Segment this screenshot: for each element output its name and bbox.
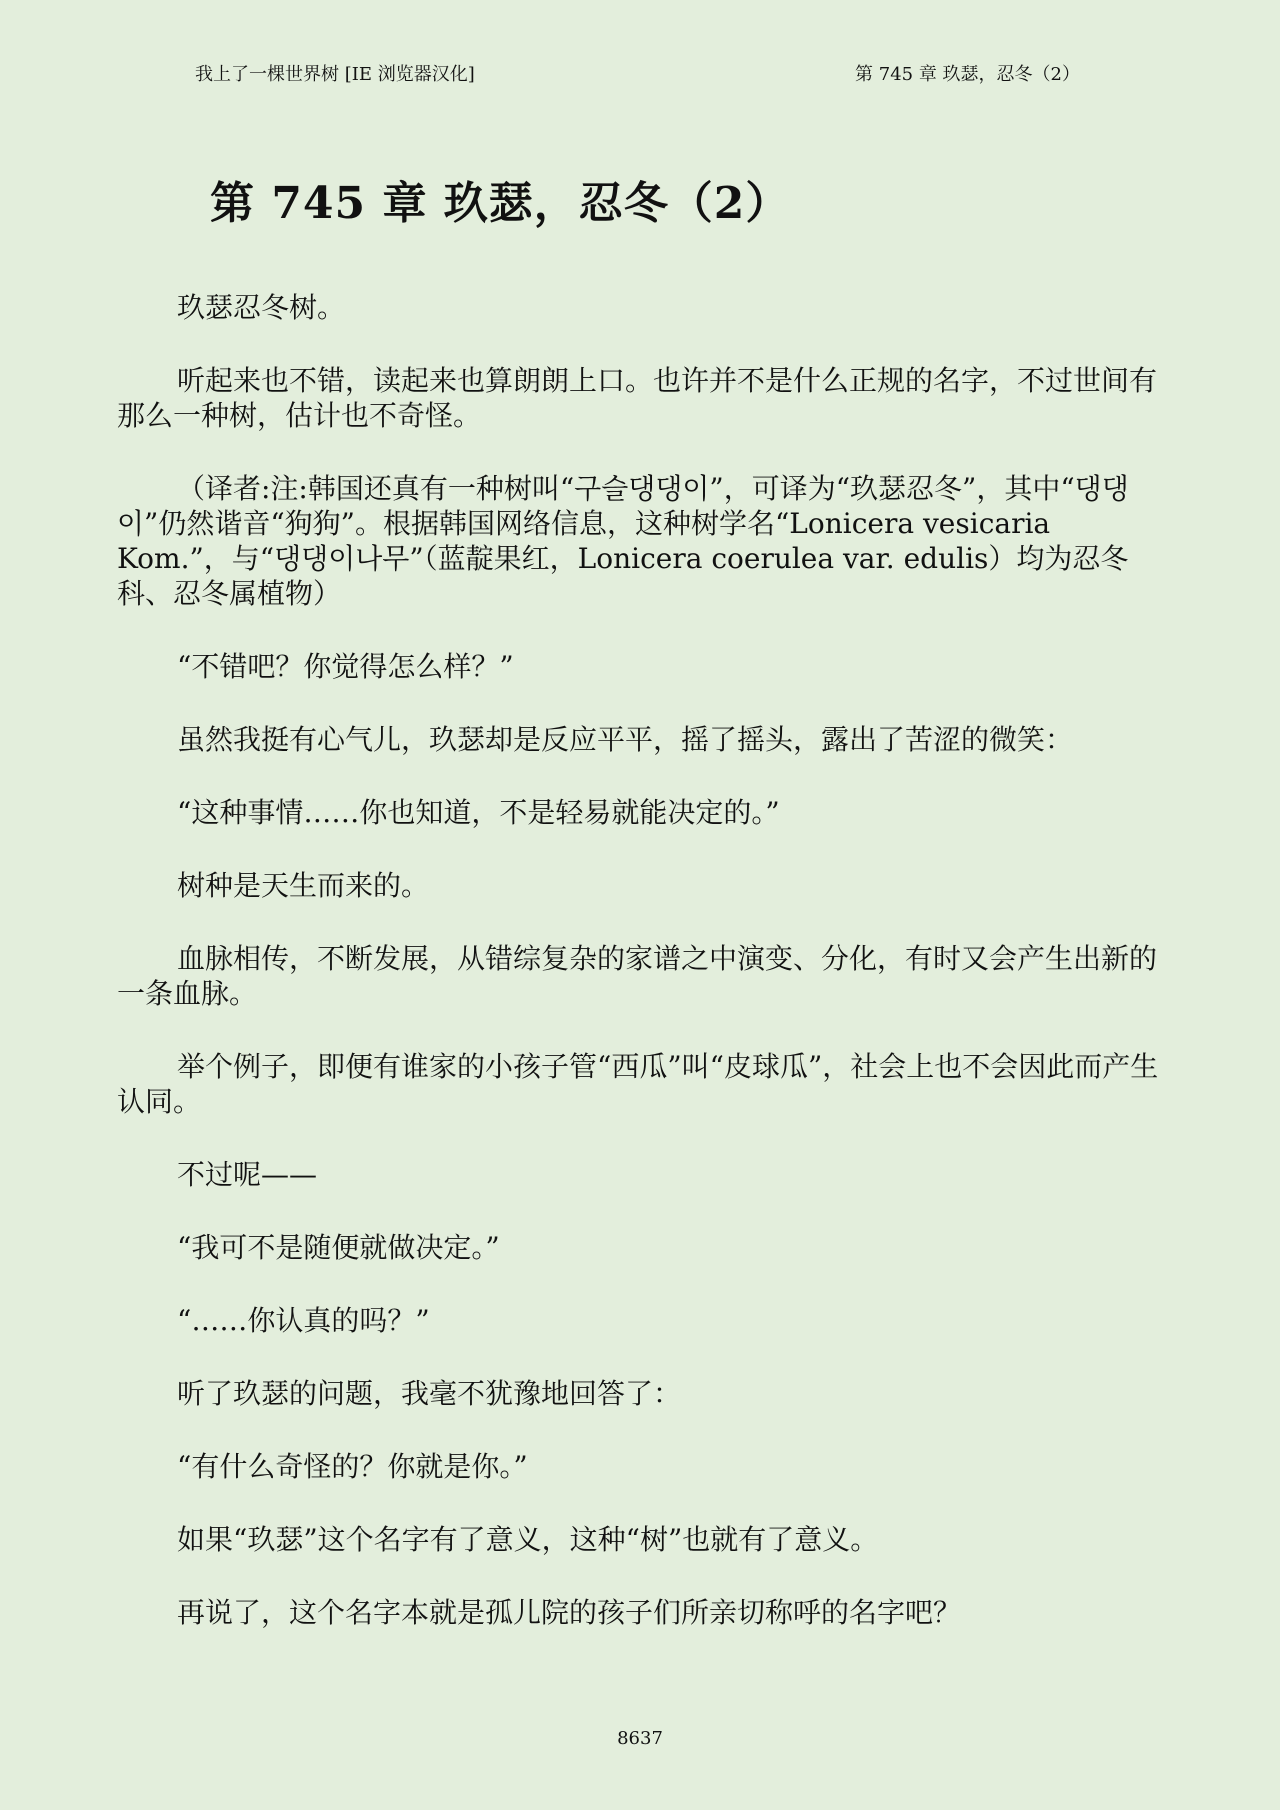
paragraph: 血脉相传，不断发展，从错综复杂的家谱之中演变、分化，有时又会产生出新的一条血脉。 bbox=[117, 942, 1158, 1010]
paragraph: （译者:注:韩国还真有一种树叫“구슬댕댕이”，可译为“玖瑟忍冬”，其中“댕댕이”仍然谐音“狗狗”。根据韩国网络信息，这种树学名“Lonicera vesicaria Kom.”，与“댕댕이나무”（蓝靛果红，Lonicera coerulea var. edulis）均为忍冬科、忍冬属植物） bbox=[117, 472, 1129, 610]
paragraph: 举个例子，即便有谁家的小孩子管“西瓜”叫“皮球瓜”，社会上也不会因此而产生认同。 bbox=[117, 1050, 1159, 1118]
paragraph: 听起来也不错，读起来也算朗朗上口。也许并不是什么正规的名字，不过世间有那么一种树，估计也不奇怪。 bbox=[117, 364, 1158, 432]
header-chapter-ref: 第 745 章 玖瑟，忍冬（2） bbox=[855, 64, 1080, 85]
paragraph: 不过呢—— bbox=[177, 1158, 318, 1191]
paragraph: 听了玖瑟的问题，我毫不犹豫地回答了： bbox=[177, 1377, 682, 1410]
paragraph: 树种是天生而来的。 bbox=[177, 869, 430, 902]
paragraph: “……你认真的吗？” bbox=[177, 1304, 430, 1337]
page-number: 8637 bbox=[617, 1728, 663, 1749]
paragraph: “我可不是随便就做决定。” bbox=[177, 1231, 500, 1264]
paragraph: “不错吧？你觉得怎么样？” bbox=[177, 650, 514, 683]
paragraph: 玖瑟忍冬树。 bbox=[177, 291, 346, 324]
paragraph: 如果“玖瑟”这个名字有了意义，这种“树”也就有了意义。 bbox=[177, 1523, 879, 1556]
book-title: 我上了一棵世界树 [IE 浏览器汉化] bbox=[195, 64, 475, 85]
paragraph: “这种事情……你也知道，不是轻易就能决定的。” bbox=[177, 796, 780, 829]
running-header bbox=[0, 60, 1280, 90]
paragraph: 再说了，这个名字本就是孤儿院的孩子们所亲切称呼的名字吧？ bbox=[177, 1596, 962, 1629]
chapter-title: 第 745 章 玖瑟，忍冬（2） bbox=[210, 178, 791, 229]
chapter-body bbox=[117, 290, 1165, 1630]
paragraph: “有什么奇怪的？你就是你。” bbox=[177, 1450, 528, 1483]
paragraph: 虽然我挺有心气儿，玖瑟却是反应平平，摇了摇头，露出了苦涩的微笑： bbox=[177, 723, 1074, 756]
